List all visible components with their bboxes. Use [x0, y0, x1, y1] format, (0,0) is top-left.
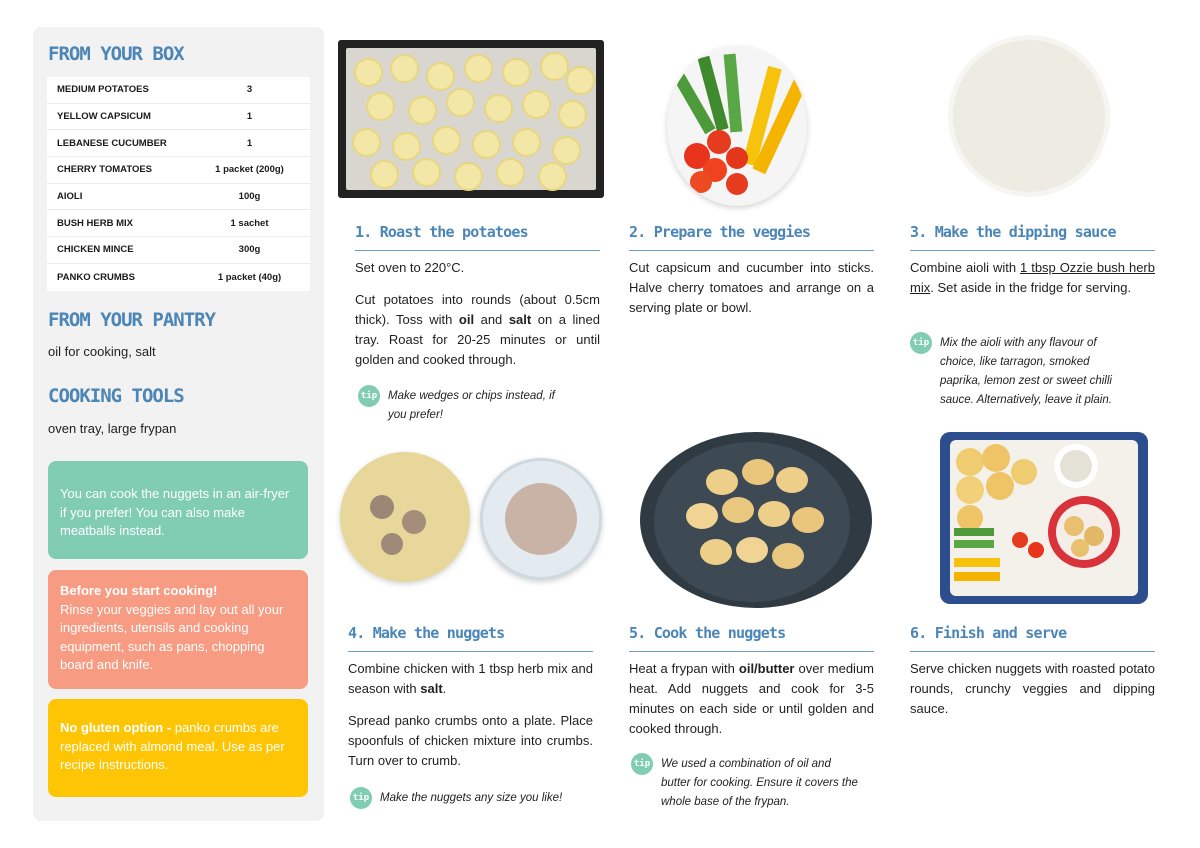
tip-icon: tip: [350, 787, 372, 809]
gluten-note-title: No gluten option -: [60, 720, 172, 735]
table-row: [47, 237, 310, 264]
ingredient-qty: 1: [246, 111, 253, 123]
step-2-paragraph: Cut capsicum and cucumber into sticks. Halve cherry tomatoes and arrange on a serving plate or bowl.: [629, 260, 874, 315]
potatoes-tray-photo: [338, 40, 604, 198]
airfryer-note-text: You can cook the nuggets in an air-fryer if you prefer! You can also make meatballs instead.: [60, 486, 290, 538]
step-3-body: [910, 258, 1155, 310]
step-6-divider: [910, 651, 1155, 652]
table-row: [47, 104, 310, 131]
before-cooking-title: Before you start cooking!: [60, 583, 218, 598]
step-1-title: 1. Roast the potatoes: [355, 223, 528, 241]
ingredient-name: AIOLI: [57, 191, 83, 203]
ingredient-name: BUSH HERB MIX: [57, 217, 134, 229]
step-4-title: 4. Make the nuggets: [348, 624, 505, 642]
ingredients-table: [47, 77, 310, 291]
step-3-tip: [910, 334, 1130, 410]
before-cooking-note: [48, 570, 308, 689]
ingredient-name: PANKO CRUMBS: [57, 271, 135, 283]
ingredient-name: CHERRY TOMATOES: [57, 164, 153, 176]
chicken-mince-photo: [480, 458, 602, 580]
serving-board-photo: [940, 432, 1148, 604]
step-1-divider: [355, 250, 600, 251]
step-5-paragraph: Heat a frypan with oil/butter over medium heat. Add nuggets and cook for 3-5 minutes on each side or until golden and cooked through.: [629, 661, 874, 736]
ingredient-qty: 1 packet (200g): [215, 164, 284, 176]
tip-icon: tip: [358, 385, 380, 407]
table-row: [47, 210, 310, 237]
step-5-tip: [631, 755, 861, 812]
ingredient-name: CHICKEN MINCE: [57, 244, 134, 256]
from-your-box-heading: FROM YOUR BOX: [48, 43, 184, 65]
step-3-tip-text: Mix the aioli with any flavour of choice, like tarragon, smoked paprika, lemon zest or sweet chilli sauce. Alternatively, leave it plain.: [940, 337, 1112, 406]
step-2-body: [629, 258, 874, 330]
step-3-paragraph: Combine aioli with 1 tbsp Ozzie bush herb mix. Set aside in the fridge for serving.: [910, 260, 1155, 295]
step-6-body: [910, 659, 1155, 731]
ingredient-name: YELLOW CAPSICUM: [57, 111, 151, 123]
step-4-paragraph: Spread panko crumbs onto a plate. Place spoonfuls of chicken mixture into crumbs. Turn over to crumb.: [348, 713, 593, 768]
ingredient-qty: 1 sachet: [230, 217, 269, 229]
step-4-divider: [348, 651, 593, 652]
from-your-pantry-heading: FROM YOUR PANTRY: [48, 309, 216, 331]
step-5-divider: [629, 651, 874, 652]
step-1-paragraph: Cut potatoes into rounds (about 0.5cm thick). Toss with oil and salt on a lined tray. Roast for 20-25 minutes or until golden and cooked through.: [355, 292, 600, 367]
table-row: [47, 77, 310, 104]
tools-text: oven tray, large frypan: [48, 421, 177, 436]
table-row: [47, 264, 310, 291]
step-1-paragraph: Set oven to 220°C.: [355, 260, 465, 275]
step-4-body: [348, 659, 593, 783]
pantry-text: oil for cooking, salt: [48, 344, 156, 359]
aioli-bowl-photo: [948, 35, 1110, 197]
step-2-title: 2. Prepare the veggies: [629, 223, 811, 241]
gluten-note-text: panko crumbs are replaced with almond meal. Use as per recipe instructions.: [60, 720, 285, 772]
step-1-tip: [358, 387, 568, 425]
step-6-paragraph: Serve chicken nuggets with roasted potato rounds, crunchy veggies and dipping sauce.: [910, 661, 1155, 716]
ingredient-name: LEBANESE CUCUMBER: [57, 137, 167, 149]
step-6-title: 6. Finish and serve: [910, 624, 1067, 642]
step-4-tip-text: Make the nuggets any size you like!: [380, 792, 563, 804]
tip-icon: tip: [631, 753, 653, 775]
before-cooking-text: Rinse your veggies and lay out all your ingredients, utensils and cooking equipment, such as pans, chopping board and knife.: [60, 601, 284, 672]
frypan-nuggets-photo: [640, 432, 872, 608]
step-3-title: 3. Make the dipping sauce: [910, 223, 1116, 241]
step-4-paragraph: Combine chicken with 1 tbsp herb mix and season with salt.: [348, 661, 593, 696]
cooking-tools-heading: COOKING TOOLS: [48, 385, 184, 407]
ingredient-qty: 300g: [238, 244, 261, 256]
step-5-title: 5. Cook the nuggets: [629, 624, 786, 642]
step-2-divider: [629, 250, 874, 251]
step-1-tip-text: Make wedges or chips instead, if you prefer!: [388, 390, 555, 421]
table-row: [47, 184, 310, 211]
table-row: [47, 130, 310, 157]
panko-crumbs-photo: [340, 452, 470, 582]
ingredient-qty: 100g: [238, 191, 261, 203]
step-3-divider: [910, 250, 1155, 251]
step-5-tip-text: We used a combination of oil and butter for cooking. Ensure it covers the whole base of the frypan.: [661, 758, 858, 808]
table-row: [47, 157, 310, 184]
ingredient-qty: 1: [246, 137, 253, 149]
ingredients-sidebar: [33, 27, 324, 821]
step-4-tip: [350, 789, 590, 809]
airfryer-note: [48, 461, 308, 559]
step-1-body: [355, 258, 600, 382]
ingredient-qty: 3: [246, 84, 253, 96]
veggies-plate-photo: [667, 46, 807, 206]
ingredient-name: MEDIUM POTATOES: [57, 84, 149, 96]
ingredient-qty: 1 packet (40g): [217, 271, 282, 283]
tip-icon: tip: [910, 332, 932, 354]
gluten-note: [48, 699, 308, 797]
step-5-body: [629, 659, 874, 751]
